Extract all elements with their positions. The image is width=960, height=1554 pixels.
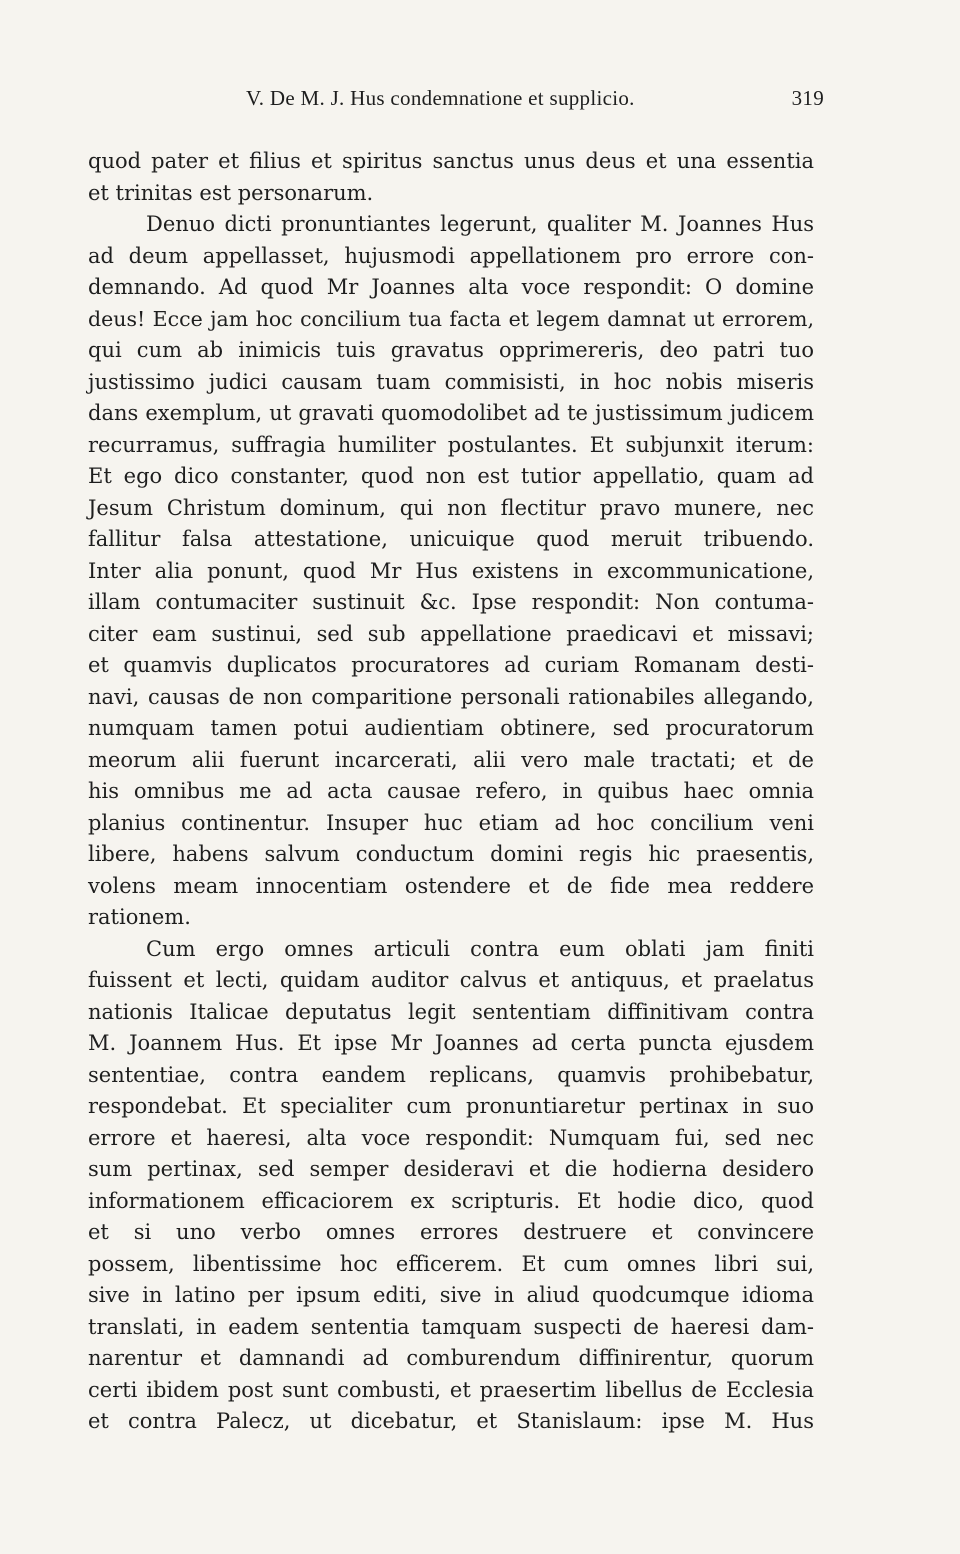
text-line: sententiae, contra eandem replicans, quamvis prohibebatur, [88, 1062, 814, 1087]
text-line: sum pertinax, sed semper desideravi et die hodierna desidero [88, 1157, 814, 1181]
text-line: planius continentur. Insuper huc etiam ad hoc concilium veni [88, 810, 814, 835]
text-line: volens meam innocentiam ostendere et de fide mea reddere [88, 873, 814, 898]
text-line: ad deum appellasset, hujusmodi appellationem pro errore con- [88, 243, 814, 268]
text-line: libere, habens salvum conductum domini regis hic praesentis, [88, 842, 814, 866]
text-line: quod pater et filius et spiritus sanctus unus deus et una essentia [88, 149, 814, 173]
text-line: citer eam sustinui, sed sub appellatione praedicavi et missavi; [88, 621, 814, 646]
text-line: et trinitas est personarum. [88, 180, 374, 205]
text-line: recurramus, suffragia humiliter postulantes. Et subjunxit iterum: [88, 432, 814, 457]
text-line: navi, causas de non comparitione personali rationabiles allegando, [88, 684, 814, 709]
text-line: dans exemplum, ut gravati quomodolibet ad te justissimum judicem [88, 401, 814, 425]
running-head-title: V. De M. J. Hus condemnatione et supplicio. [246, 86, 635, 110]
text-line: nationis Italicae deputatus legit sententiam diffinitivam contra [88, 999, 814, 1024]
running-head [246, 86, 824, 111]
text-line: certi ibidem post sunt combusti, et praesertim libellus de Ecclesia [88, 1377, 814, 1402]
text-line: rationem. [88, 905, 191, 929]
text-line: illam contumaciter sustinuit &c. Ipse respondit: Non contuma- [88, 590, 814, 614]
page-number: 319 [791, 86, 824, 110]
text-line: Inter alia ponunt, quod Mr Hus existens in excommunicatione, [88, 558, 814, 583]
text-line: Jesum Christum dominum, qui non flectitur pravo munere, nec [88, 495, 814, 520]
text-line: M. Joannem Hus. Et ipse Mr Joannes ad certa puncta ejusdem [88, 1031, 814, 1055]
text-line: translati, in eadem sententia tamquam suspecti de haeresi dam- [88, 1314, 814, 1339]
text-line: his omnibus me ad acta causae refero, in quibus haec omnia [88, 779, 814, 803]
text-line: Denuo dicti pronuntiantes legerunt, qualiter M. Joannes Hus [146, 212, 814, 236]
text-line: et contra Palecz, ut dicebatur, et Stanislaum: ipse M. Hus [88, 1409, 814, 1433]
text-line: errore et haeresi, alta voce respondit: Numquam fui, sed nec [88, 1125, 814, 1150]
text-line: fallitur falsa attestatione, unicuique quod meruit tribuendo. [88, 527, 814, 551]
text-line: informationem efficaciorem ex scripturis. Et hodie dico, quod [88, 1188, 814, 1213]
text-line: respondebat. Et specialiter cum pronuntiaretur pertinax in suo [88, 1094, 814, 1118]
text-line: Et ego dico constanter, quod non est tutior appellatio, quam ad [88, 464, 814, 488]
text-line: possem, libentissime hoc efficerem. Et cum omnes libri sui, [88, 1251, 814, 1276]
text-line: meorum alii fuerunt incarcerati, alii vero male tractati; et de [88, 747, 814, 772]
text-line: numquam tamen potui audientiam obtinere, sed procuratorum [88, 716, 814, 740]
text-line: narentur et damnandi ad comburendum diffinirentur, quorum [88, 1346, 814, 1370]
text-line: sive in latino per ipsum editi, sive in aliud quodcumque idioma [88, 1283, 814, 1307]
text-line: demnando. Ad quod Mr Joannes alta voce respondit: O domine [88, 275, 814, 299]
text-line: fuissent et lecti, quidam auditor calvus et antiquus, et praelatus [88, 968, 814, 992]
text-line: et quamvis duplicatos procuratores ad curiam Romanam desti- [88, 653, 814, 677]
text-line: et si uno verbo omnes errores destruere et convincere [88, 1220, 814, 1244]
body-text [88, 146, 814, 1438]
text-line: Cum ergo omnes articuli contra eum oblati jam finiti [146, 936, 814, 961]
text-line: justissimo judici causam tuam commisisti, in hoc nobis miseris [88, 369, 814, 394]
text-line: qui cum ab inimicis tuis gravatus opprimereris, deo patri tuo [88, 338, 814, 362]
text-line: deus! Ecce jam hoc concilium tua facta et legem damnat ut errorem, [88, 306, 814, 331]
